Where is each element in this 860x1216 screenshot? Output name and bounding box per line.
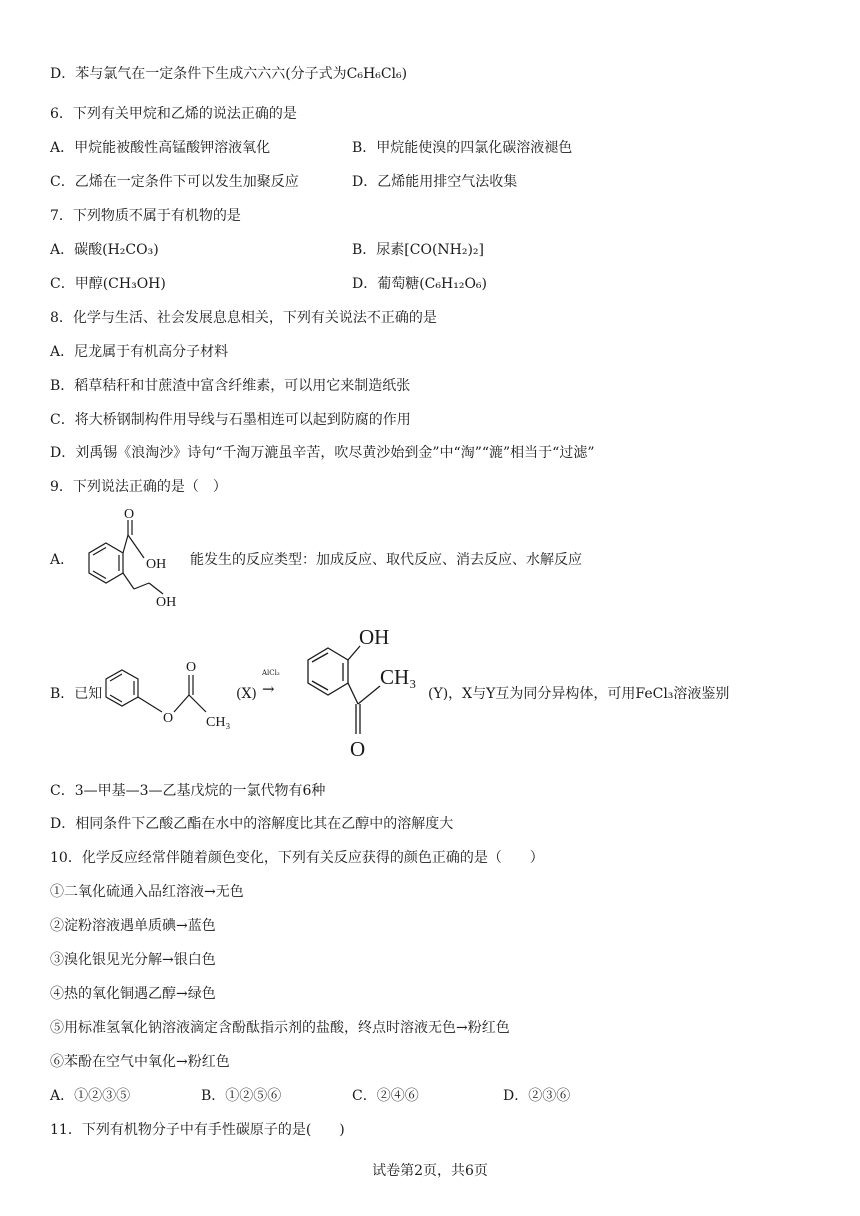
q6-option-a: A．甲烷能被酸性高锰酸钾溶液氧化: [50, 140, 271, 156]
q8-stem: 8．化学与生活、社会发展息息相关，下列有关说法不正确的是: [50, 310, 437, 326]
page-footer: 试卷第2页，共6页: [372, 1163, 488, 1179]
q10-item: ③溴化银见光分解→银白色: [50, 952, 216, 968]
q8-option-d: D．刘禹锡《浪淘沙》诗句“千淘万漉虽辛苦，吹尽黄沙始到金”中“淘”“漉”相当于“过滤”: [50, 445, 595, 461]
benzene-ring: [89, 543, 123, 583]
q5-option-d: D．苯与氯气在一定条件下生成六六六(分子式为C₆H₆Cl₆): [50, 66, 408, 82]
q9-a-molecule-drawing: [68, 506, 188, 611]
q7-option-c: C．甲醇(CH₃OH): [50, 276, 166, 292]
q9-option-b-catalyst: AlCl₃: [262, 669, 280, 677]
q9-option-a-label: A．: [50, 552, 75, 568]
oh-label: OH: [359, 625, 390, 649]
q9-option-b-arrow: →: [262, 680, 275, 698]
q9-option-b-label: B．已知: [50, 686, 103, 702]
q9-option-b-text: (Y)，X与Y互为同分异构体，可用FeCl₃溶液鉴别: [428, 686, 730, 702]
q10-option-d: D．②③⑥: [503, 1088, 571, 1104]
q7-option-a: A．碳酸(H₂CO₃): [50, 242, 159, 258]
q10-item: ④热的氧化铜遇乙醇→绿色: [50, 986, 216, 1002]
ester-carbonyl-o-label: O: [186, 660, 197, 675]
ester-o-label: O: [163, 711, 174, 726]
q10-option-b: B．①②⑤⑥: [201, 1088, 282, 1104]
q6-option-c: C．乙烯在一定条件下可以发生加聚反应: [50, 174, 299, 190]
q10-item: ⑤用标准氢氧化钠溶液滴定含酚酞指示剂的盐酸，终点时溶液无色→粉红色: [50, 1020, 510, 1036]
q10-item: ②淀粉溶液遇单质碘→蓝色: [50, 918, 216, 934]
acid-oh-label: OH: [146, 557, 167, 572]
q10-stem: 10．化学反应经常伴随着颜色变化，下列有关反应获得的颜色正确的是（ ）: [50, 850, 544, 866]
q6-option-d: D．乙烯能用排空气法收集: [352, 174, 518, 190]
q7-option-d: D．葡萄糖(C₆H₁₂O₆): [352, 276, 487, 292]
q10-option-a: A．①②③⑤: [50, 1088, 131, 1104]
q9-a-structure: [68, 506, 188, 611]
q9-option-d: D．相同条件下乙酸乙酯在水中的溶解度比其在乙醇中的溶解度大: [50, 816, 454, 832]
ester-ch3-label: CH₃: [206, 715, 231, 730]
ch3-label: CH₃: [380, 665, 417, 689]
q7-option-b: B．尿素[CO(NH₂)₂]: [352, 242, 485, 258]
carbonyl-o-label: O: [350, 737, 366, 761]
hydroxyacetophenone-drawing: [282, 620, 432, 768]
q6-option-b: B．甲烷能使溴的四氯化碳溶液褪色: [352, 140, 573, 156]
q11-stem: 11．下列有机物分子中有手性碳原子的是( ): [50, 1122, 345, 1138]
q8-option-c: C．将大桥钢制构件用导线与石墨相连可以起到防腐的作用: [50, 412, 411, 428]
q8-option-b: B．稻草秸秆和甘蔗渣中富含纤维素，可以用它来制造纸张: [50, 378, 411, 394]
q9-option-b-x: (X): [236, 686, 257, 702]
q8-option-a: A．尼龙属于有机高分子材料: [50, 344, 229, 360]
q9-option-c: C．3—甲基—3—乙基戊烷的一氯代物有6种: [50, 783, 326, 799]
q10-item: ⑥苯酚在空气中氧化→粉红色: [50, 1054, 230, 1070]
benzene-ring: [106, 670, 138, 706]
benzene-ring: [308, 648, 348, 695]
carbonyl-o-label: O: [124, 507, 135, 522]
q10-option-c: C．②④⑥: [352, 1088, 419, 1104]
q9-b-ester-structure: [100, 650, 240, 740]
q9-b-product-structure: [282, 620, 432, 768]
alcohol-oh-label: OH: [156, 595, 177, 610]
q6-stem: 6．下列有关甲烷和乙烯的说法正确的是: [50, 106, 297, 122]
q10-item: ①二氧化硫通入品红溶液→无色: [50, 884, 244, 900]
q9-stem: 9．下列说法正确的是（ ）: [50, 479, 227, 495]
q9-option-a-text: 能发生的反应类型：加成反应、取代反应、消去反应、水解反应: [190, 552, 582, 568]
q7-stem: 7．下列物质不属于有机物的是: [50, 208, 241, 224]
phenyl-acetate-drawing: [100, 650, 240, 740]
